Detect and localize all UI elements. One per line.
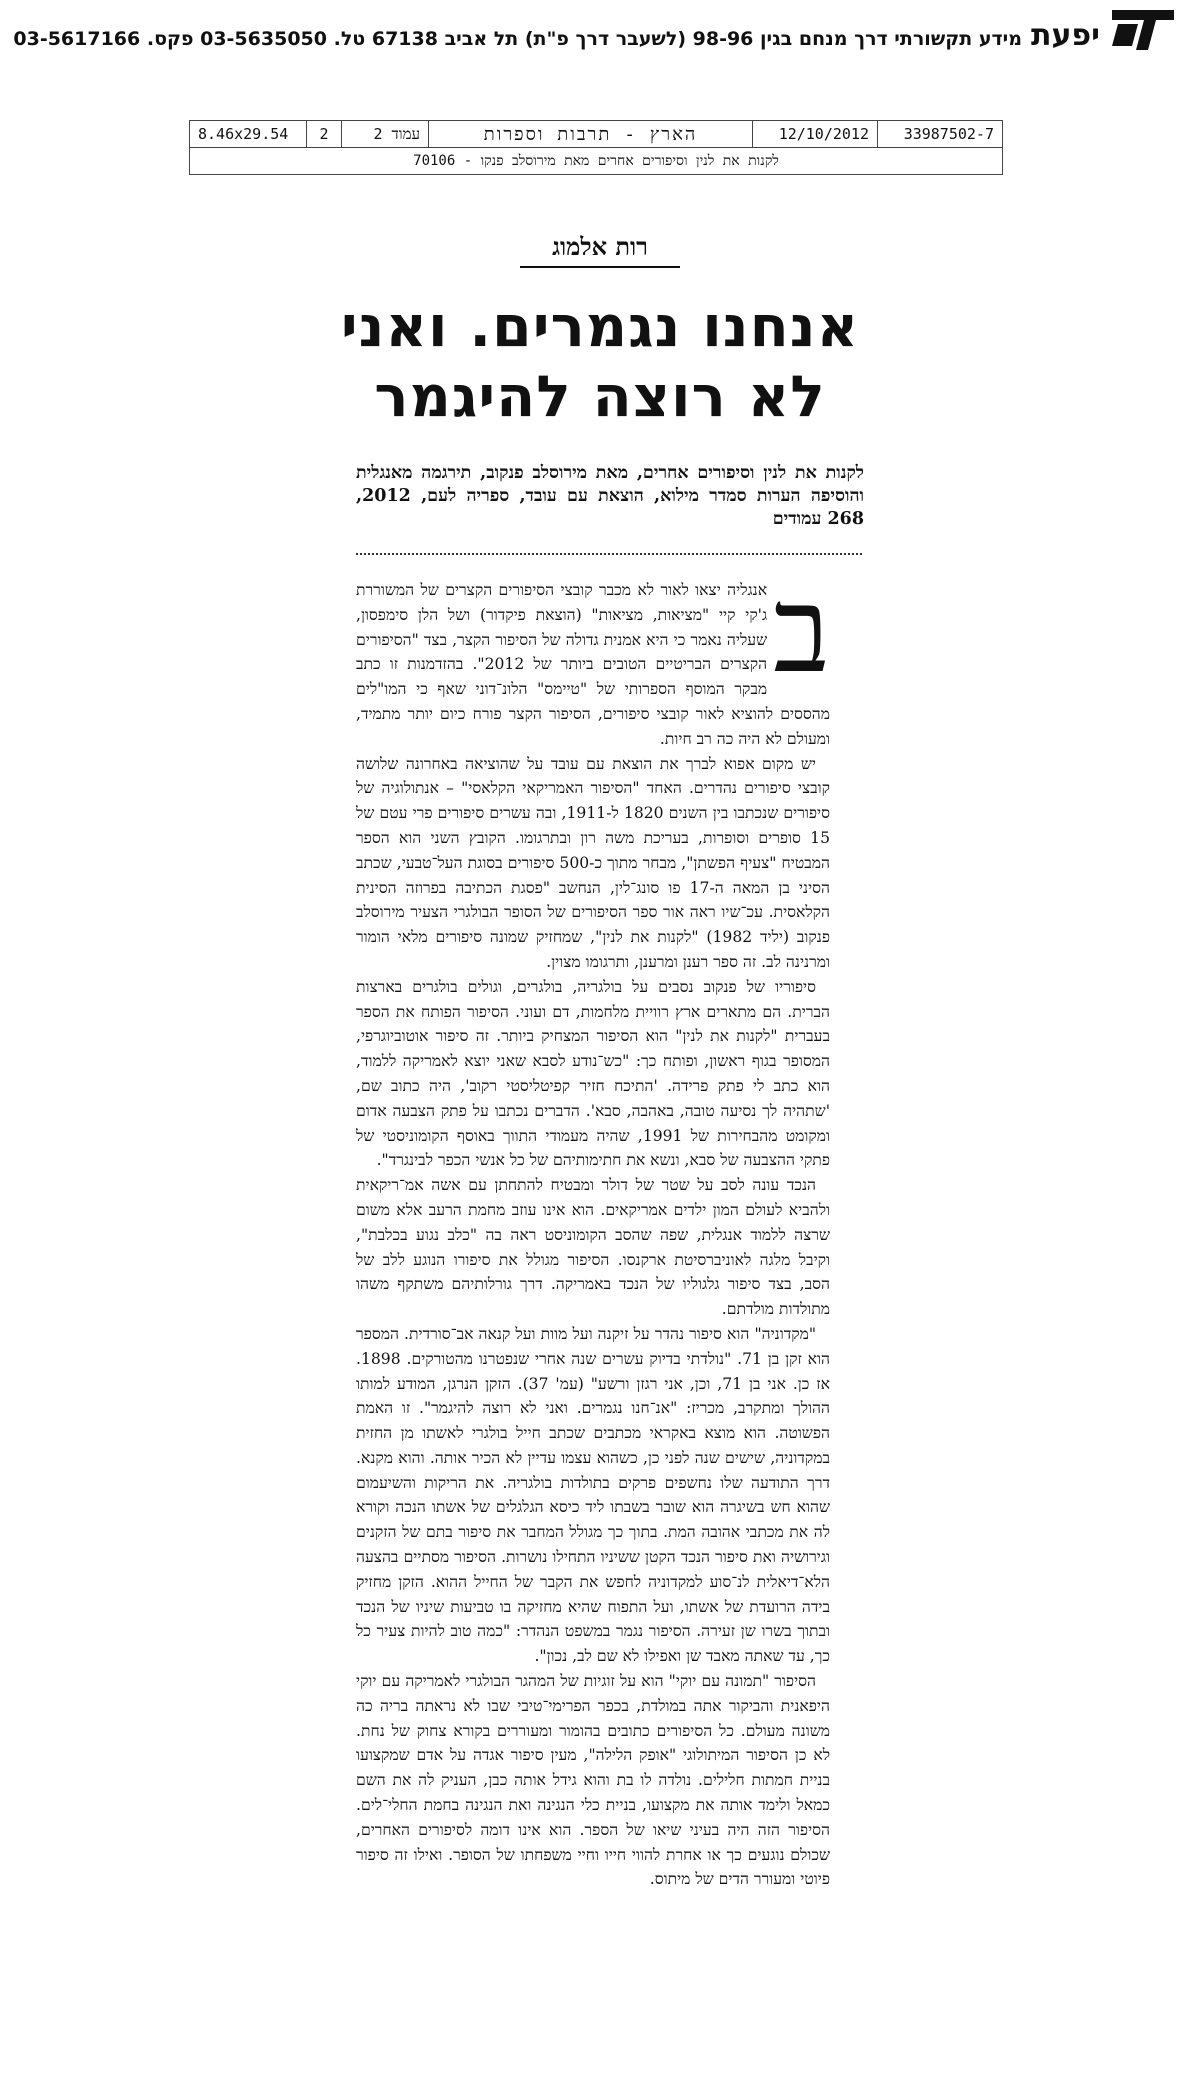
article-body: [356, 561, 831, 1892]
clipping-id: 33987502-7: [877, 121, 1002, 147]
publication-name: הארץ - תרבות וספרות: [428, 121, 752, 147]
yifat-logo-icon: [1108, 6, 1178, 54]
page-label: עמוד 2: [341, 121, 428, 147]
paragraph: יש מקום אפוא לברך את הוצאת עם עובד על שהוציאה באחרונה שלושה קובצי סיפורים נהדרים. האחד "הסיפור האמריקאי הקלאסי" – אנתולוגיה של סיפורים שנכתבו בין השנים 1820 ל-1911, ובה עשרים סיפורים פרי עטם של 15 סופרים וסופרות, בעריכת משה רון ובתרגומו. הקובץ השני הוא הספר המבטיח "צעיף הפשתן", מבחר מתוך כ-500 סיפורים בסוגת העל־טבעי, שכתב הסיני בן המאה ה-17 פו סונג־לין, הנחשב "פסגת הכתיבה בפרוזה הסינית הקלאסית. עכ־שיו ראה אור ספר הסיפורים של הסופר הבולגרי הצעיר מירוסלב פנקוב (יליד 1982) "לקנות את לנין", שמחזיק שמונה סיפורים מלאי הומור ומרנינה לב. זה ספר רענן ומרענן, ותרגומו מצוין.: [356, 754, 831, 971]
publication-date: 12/10/2012: [752, 121, 877, 147]
paragraph: סיפוריו של פנקוב נסבים על בולגריה, בולגרים, וגולים בולגרים בארצות הברית. הם מתארים ארץ רוויית מלחמות, דם ועוני. הסיפור הפותח את הספר בעברית "לקנות את לנין" הוא הסיפור המצחיק ביותר. זה סיפור אוטוביוגרפי, המסופר בגוף ראשון, ופותח כך: "כש־נודע לסבא שאני יוצא לאמריקה ללמוד, הוא כתב לי פתק פרידה. 'התיכח חזיר קפיטליסטי רקוב', היה כתוב שם, 'שתהיה לך נסיעה טובה, באהבה, סבא'. הדברים נכתבו על פתק הצבעה אדום ומקומט מהבחירות של 1991, שהיה מעמודי התווך באוסף הקומוניסטי של פתקי ההצבעה של סבא, ונשא את חתימותיהם של כל אנשי הכפר לבינגרד".: [356, 977, 830, 1170]
paragraph: אנגליה יצאו לאור לא מכבר קובצי הסיפורים הקצרים של המשוררת ג'קי קיי "מציאות, מציאות" (הוצאת פיקדור) ושל הלן סימפסון, שעליה נאמר כי היא אמנית גדולה של הסיפור הקצר, בצד "הסיפורים הקצרים הבריטיים הטובים ביותר של 2012". בהזדמנות זו כתב מבקר המוסף הספרותי של "טיימס" הלונ־דוני שאף כי המו"לים מהססים להוציא לאור קובצי סיפורים, הסיפור הקצר פורח כיום יותר מתמיד, ומעולם לא היה כה רב חיות.: [356, 581, 830, 748]
logo-text: יפעת: [1030, 18, 1100, 53]
headline: אנחנו נגמרים. ואני לא רוצה להיגמר: [340, 294, 860, 430]
clipping-size: 8.46x29.54: [198, 125, 289, 143]
dropcap-container: [773, 561, 830, 699]
paragraph: "מקדוניה" הוא סיפור נהדר על זיקנה ועל מוות ועל קנאה אב־סורדית. המספר הוא זקן בן 71. "נולדתי בדיוק עשרים שנה אחרי שנפטרנו מהטורקים. 1898. אז כן. אני בן 71, וכן, אני רגזן ורשע" (עמ' 37). הזקן הנרגן, המודע למותו ההולך ומתקרב, מכריז: "אנ־חנו נגמרים. ואני לא רוצה להיגמר". זו האמת הפשוטה. הוא מוצא באקראי מכתבים שכתב חייל בולגרי לאשתו מן החזית במקדוניה, שישים שנה לפני כן, כשהוא עצמו עדיין לא הכיר אותה. והוא מקנא. דרך התודעה שלו נחשפים פרקים בתולדות בולגריה. את הריקות והשיעמום שהוא חש בשיגרה הוא שובר בשבתו ליד כיסא הגלגלים של אשתו הנכה וקורא לה את מכתבי אהובה המת. בתוך כך מגולל המחבר את סיפור בתם של הזקנים וגירושיה ואת סיפור הנכד הקטן ששיניו התחילו נושרות. הסיפור מסתיים בהצעה הלא־דיאלית לנ־סוע למקדוניה לחפש את הקבר של החייל ההוא. הזקן מחזיק בידה הרועדת של אשתו, ועל התפוח שהיא מחזיקה בו טביעות שיניו של הנכד ובתוך בשרו שן זעירה. הסיפור נגמר במשפט הנהדר: "כמה טוב להיות צעיר כל כך, עד שאתה מאבד שן ואפילו לא שם לב, נכון".: [356, 1324, 831, 1666]
paragraph: הסיפור "תמונה עם יוקי" הוא על זוגיות של המהגר הבולגרי לאמריקה עם יוקי היפאנית והביקור אתה במולדת, בכפר הפרימי־טיבי שבו לא נראתה בריה כה משונה מעולם. כל הסיפורים כתובים בהומור ומעוררים בקורא צחוק של נחת. לא כן הסיפור המיתולוגי "אופק הלילה", מעין סיפור אגדה על אדם שמקצועו בניית חמתות חלילים. נולדה לו בת והוא גידל אותה כבן, העניק לה את השם כמאל ולימד אותה את מקצועו, בניית כלי הנגינה ואת הנגינה בחמת החלי־לים. הסיפור הזה היה בעיני שיאו של הספר. הוא אינו דומה לסיפורים האחרים, שכולם נוגעים כך או אחרת להווי חייו וחיי משפחתו של הסופר. ואילו זה סיפור פיוטי ומעורר הדים של מיתוס.: [356, 1672, 830, 1889]
header-strip: [0, 0, 1200, 82]
metadata-row: [190, 121, 1002, 148]
clipping-metadata-table: [189, 120, 1003, 175]
dropcap-letter: ב: [773, 561, 830, 699]
book-details-subhead: לקנות את לנין וסיפורים אחרים, מאת מירוסלב פנקוב, תירגמה מאנגלית והוסיפה הערות סמדר מילוא, הוצאת עם עובד, ספריה לעם, 2012, 268 עמודים: [356, 463, 864, 529]
dotted-divider: [356, 553, 862, 555]
paragraph: הנכד עונה לסב על שטר של דולר ומבטיח להתחתן עם אשה אמ־ריקאית ולהביא לעולם המון ילדים אמריקאים. הוא אינו עוזב מחמת הרעב אלא משום שרצה ללמוד אנגלית, שפה שהסב הקומוניסט ראה בה "כלב נגוע בכלבת", וקיבל מלגה לאוניברסיטת ארקנסו. הסיפור מגולל את סיפורו הנוגע ללב של הסב, בצד סיפור גלגוליו של הנכד באמריקה. דרך גורלותיהם משתקף משהו מתולדות מולדתם.: [356, 1176, 830, 1319]
author-byline: רות אלמוג: [520, 232, 680, 268]
company-info: מידע תקשורתי דרך מנחם בגין 98-96 (לשעבר דרך פ"ת) תל אביב 67138 טל. 03-5635050 פקס. 03-5617166: [13, 28, 1022, 50]
page-number: 2: [306, 121, 341, 147]
subject-row: לקנות את לנין וסיפורים אחרים מאת מירוסלב פנקו - 70106: [413, 152, 779, 169]
